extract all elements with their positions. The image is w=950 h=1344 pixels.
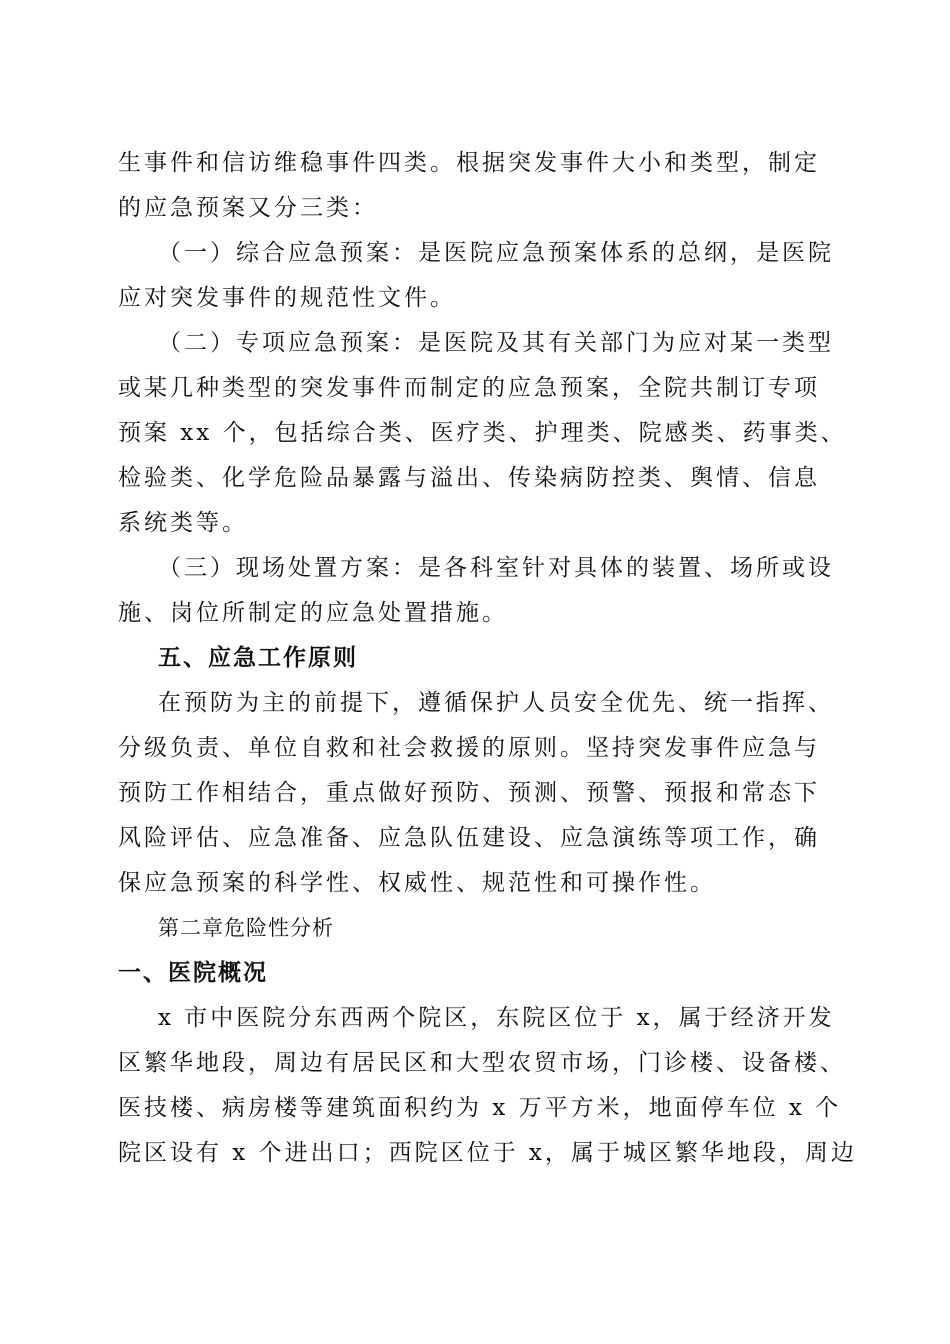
paragraph-line: x 市中医院分东西两个院区，东院区位于 x，属于经济开发 bbox=[158, 1005, 835, 1031]
paragraph-line: 院区设有 x 个进出口；西院区位于 x，属于城区繁华地段，周边 bbox=[118, 1140, 857, 1166]
plan-type-onsite: （三）现场处置方案：是各科室针对具体的装置、场所或设 bbox=[158, 555, 834, 581]
chapter-title: 第二章危险性分析 bbox=[158, 916, 334, 940]
paragraph-line: 分级负责、单位自救和社会救援的原则。坚持突发事件应急与 bbox=[118, 735, 820, 761]
paragraph-line: 风险评估、应急准备、应急队伍建设、应急演练等项工作，确 bbox=[118, 825, 820, 851]
section-heading-principles: 五、应急工作原则 bbox=[158, 645, 358, 671]
paragraph-line: 预防工作相结合，重点做好预防、预测、预警、预报和常态下 bbox=[118, 780, 820, 806]
paragraph-line: 保应急预案的科学性、权威性、规范性和可操作性。 bbox=[118, 870, 716, 896]
section-heading-hospital-overview: 一、医院概况 bbox=[118, 960, 268, 986]
paragraph-line: 或某几种类型的突发事件而制定的应急预案，全院共制订专项 bbox=[118, 375, 820, 401]
paragraph-line: 在预防为主的前提下，遵循保护人员安全优先、统一指挥、 bbox=[158, 690, 834, 716]
plan-type-comprehensive: （一）综合应急预案：是医院应急预案体系的总纲，是医院 bbox=[158, 240, 834, 266]
paragraph-line: 系统类等。 bbox=[118, 510, 248, 536]
paragraph-line: 预案 xx 个，包括综合类、医疗类、护理类、院感类、药事类、 bbox=[118, 420, 847, 446]
paragraph-line: 区繁华地段，周边有居民区和大型农贸市场，门诊楼、设备楼、 bbox=[118, 1050, 846, 1076]
paragraph-line: 的应急预案又分三类： bbox=[118, 195, 378, 221]
paragraph-line: 检验类、化学危险品暴露与溢出、传染病防控类、舆情、信息 bbox=[118, 465, 820, 491]
paragraph-line: 医技楼、病房楼等建筑面积约为 x 万平方米，地面停车位 x 个 bbox=[118, 1095, 842, 1121]
plan-type-special: （二）专项应急预案：是医院及其有关部门为应对某一类型 bbox=[158, 330, 834, 356]
paragraph-line: 应对突发事件的规范性文件。 bbox=[118, 285, 456, 311]
paragraph-line: 施、岗位所制定的应急处置措施。 bbox=[118, 600, 508, 626]
paragraph-line: 生事件和信访维稳事件四类。根据突发事件大小和类型，制定 bbox=[118, 150, 820, 176]
